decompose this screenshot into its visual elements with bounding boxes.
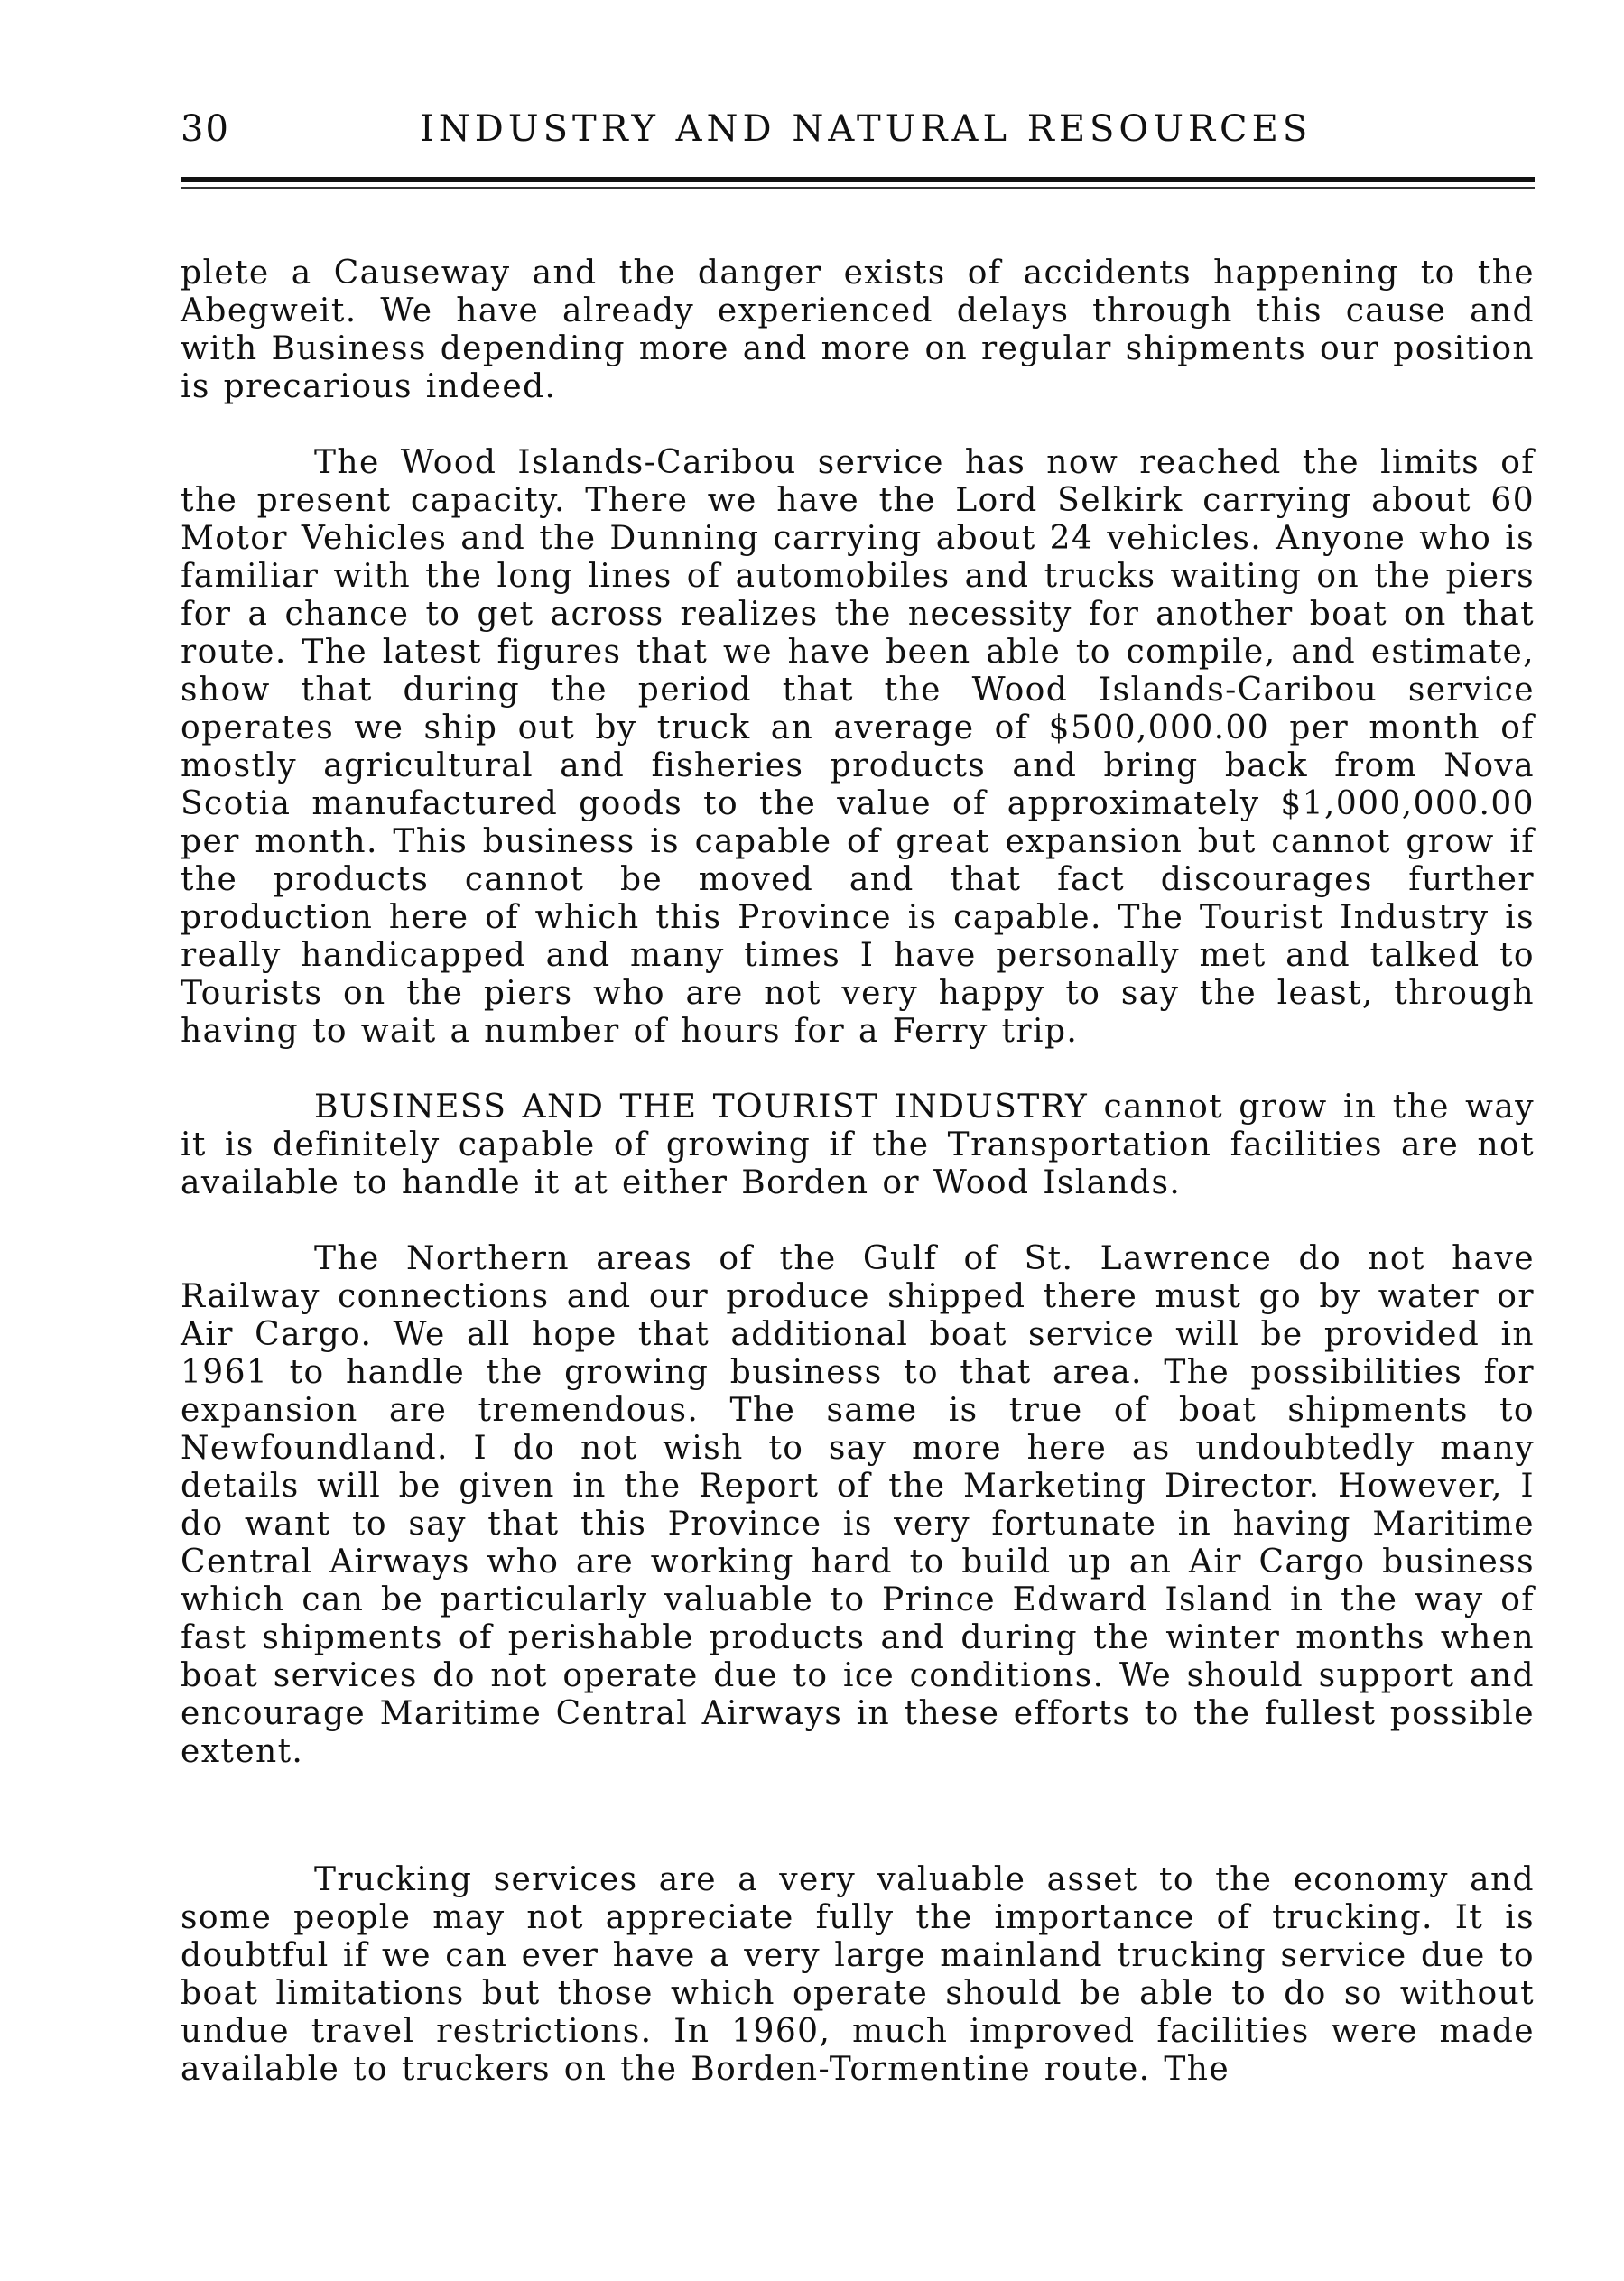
header-rule	[181, 177, 1535, 182]
paragraph-wood-islands-caribou: The Wood Islands-Caribou service has now reached the limits of the present capacity. There we have the Lord Selkirk carrying about 60 Motor Vehicles and the Dunning carrying about 24 vehicles. Anyone who is familiar with the long lines of automobiles and trucks waiting on the piers for a chance to get across realizes the necessity for another boat on that route. The latest figures that we have been able to compile, and estimate, show that during the period that the Wood Islands-Caribou service operates we ship out by truck an average of $500,000.00 per month of mostly agricultural and fisheries products and bring back from Nova Scotia manufactured goods to the value of approximately $1,000,000.00 per month. This business is capable of great expansion but cannot grow if the products cannot be moved and that fact discourages further production here of which this Province is capable. The Tourist Industry is really handicapped and many times I have personally met and talked to Tourists on the piers who are not very happy to say the least, through having to wait a number of hours for a Ferry trip.	[181, 444, 1535, 1050]
running-title: INDUSTRY AND NATURAL RESOURCES	[420, 108, 1313, 150]
paragraph-northern-areas: The Northern areas of the Gulf of St. Lawrence do not have Railway connections and our produce shipped there must go by water or Air Cargo. We all hope that additional boat service will be provided in 1961 to handle the growing business to that area. The possibilities for expansion are tremendous. The same is true of boat shipments to Newfoundland. I do not wish to say more here as undoubtedly many details will be given in the Report of the Marketing Director. However, I do want to say that this Province is very fortunate in having Maritime Central Airways who are working hard to build up an Air Cargo business which can be particularly valuable to Prince Edward Island in the way of fast shipments of perishable products and during the winter months when boat services do not operate due to ice conditions. We should support and encourage Maritime Central Airways in these efforts to the fullest possible extent.	[181, 1240, 1535, 1770]
paragraph-trucking-services: Trucking services are a very valuable asset to the economy and some people may not appreciate fully the importance of trucking. It is doubtful if we can ever have a very large mainland trucking service due to boat limitations but those which operate should be able to do so without undue travel restrictions. In 1960, much improved facilities were made available to truckers on the Borden-Tormentine route. The	[181, 1861, 1535, 2088]
paragraph-continuation: plete a Causeway and the danger exists of accidents happening to the Abegweit. We have already experienced delays through this cause and with Business depending more and more on regular shipments our position is precarious indeed.	[181, 255, 1535, 405]
document-page	[181, 108, 1535, 2088]
page-number: 30	[181, 108, 230, 150]
body-text	[181, 255, 1535, 2089]
header-rule-thin	[181, 187, 1535, 189]
page-header	[181, 108, 1535, 181]
paragraph-business-tourist-industry: BUSINESS AND THE TOURIST INDUSTRY cannot grow in the way it is definitely capable of growing if the Transportation facilities are not available to handle it at either Borden or Wood Islands.	[181, 1089, 1535, 1201]
